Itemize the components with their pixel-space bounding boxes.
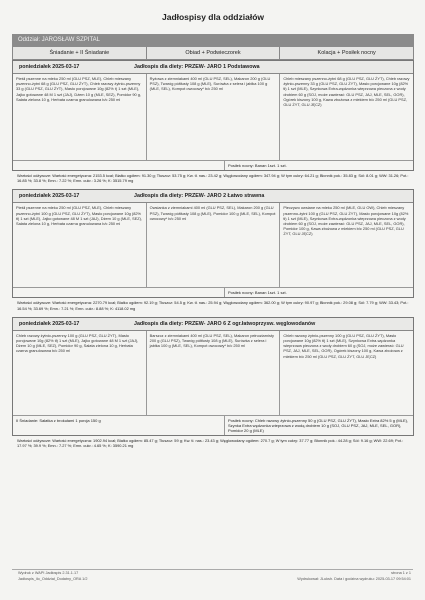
diet-date: poniedziałek 2025-03-17 <box>19 193 80 200</box>
diet-name: Jadłospis dla diety: PRZEW- JARO 2 Łatwo strawna <box>134 193 265 200</box>
breakfast-cell: Chleb razowy żytnio-pszenny 100 g (GLU PSZ, GLU ŻYT), Masło porcjowane 10g (82% tł) 1 szt (MLE), Jajko gotowane 48 M 1 szt (JAJ), Dżem 10 g (MLE, SEZ), Pomidor 90 g, Sałata zielona 10 g, Herbata czarna granulowana b/c 250 ml <box>13 331 147 415</box>
supper-cell <box>280 74 413 160</box>
night-meal-row <box>13 287 413 297</box>
column-header-breakfast: Śniadanie + II Śniadanie <box>13 47 147 59</box>
dinner-cell: Owsianka z ziemniakami 400 ml (GLU PSZ, SEL), Makaron 200 g (GLU PSZ), Twaróg półtłusty 108 g (MLE), Pomidor 100 g (MLE, SEL), Kompot owocowy* b/c 250 ml <box>147 203 281 287</box>
footer-printed-by: Wydrukował: JLuksh. Data i godzina wydruku: 2025-03-17 09:54:01 <box>297 577 411 581</box>
dinner-cell: Ryżowa z ziemniakami 400 ml (GLU PSZ, SEL), Makaron 200 g (GLU PSZ), Twaróg półtłusty 108 g (MLE), Surówka z selera i jabłka 100 g (MLE, SEL), Kompot owocowy* b/c 250 ml <box>147 74 281 160</box>
diet-header <box>13 61 413 74</box>
nutrition-values-1: Wartości odżywcze: Wartość energetyczna: 2153.5 kcal; Białko ogółem: 91.30 g; Tłuszcz: 53.75 g; Kw. tł. nas.: 23.42 g; Węglowodany ogółem: 347.94 g; W tym cukry: 64.21 g; Błonnik pok.: 35.83 g; Sól: 8.01 g; WW: 31.26; Pot.: 16.85 %; 33.8 %; Emn.: 7.22 %; Emn. cukr.: 3.26 %; K: 3515.79 mg <box>12 171 414 185</box>
footer-right <box>297 570 411 582</box>
night-meal-row <box>13 160 413 170</box>
night-meal: Posiłek nocny: Chleb razowy żytnio-pszenny 50 g (GLU PSZ, GLU ŻYT), Masło Extra 82% 5 g (MLE), Szynka Extra wędzonka wieprzowa z wodą drobiem 10 g (SOJ, GLU PSZ, JAJ, MLE, SEL, GOR), Pomidor 20 g (MLE) <box>228 417 409 433</box>
footer-page-number: strona 1 z 1 <box>391 571 411 575</box>
column-headers <box>12 47 414 60</box>
breakfast-cell: Pieśli pszenne na mleku 250 ml (GLU PSZ, MLE), Chleb mieszany pszenno-żytni 68 g (GLU PSZ, GLU ŻYT), Chleb razowy żytnio-pszenny 33 g (GLU PSZ, GLU ŻYT), Masło porcjowane 10g (82% t) 1 szt (MLE), Jajko gotowane 48 M 1 szt (JAJ), Dżem 10 g (MLE, SEZ), Pomidor 90 g, Sałata zielona 10 g, Herbata czarna granulowana b/c 250 ml <box>13 74 147 160</box>
second-breakfast: II Śniadanie: Sałatka z brokułami 1 porcja 150 g <box>13 416 225 435</box>
diet-name: Jadłospis dla diety: PRZEW- JARO 6 Z ogr.łatwoprzysw. węglowodanów <box>134 320 316 327</box>
diet-header <box>13 318 413 331</box>
column-header-dinner: Obiad + Podwieczorek <box>147 47 281 59</box>
meal-grid <box>13 74 413 160</box>
meal-grid <box>13 203 413 287</box>
department-bar: Oddział: JAROSŁAW SZPITAL <box>12 34 414 47</box>
supper-cell: Pieczywo owsiane na mleku 250 ml (MLE, GLU OW), Chleb mieszany pszenno-żytni 100 g (GLU PSZ, GLU ŻYT), Masło porcjowane 10g (82% tł) 1 szt (MLE), Szynkowa Extra-wędzonka wieprzowa pieczona z wody drobiem 60 g (SOJ, może zawierać: GLU PSZ, JAJ, MLE, SEL, GOR), Pomidor 100 g, Kawa zbożowa z mlekiem b/c 250 ml (GLU PSZ, GLU ŻYT, GLU JĘCZ) <box>283 205 409 237</box>
night-meal: Posiłek nocny: Banan 1szt. 1 szt. <box>228 290 287 296</box>
footer-software: Wydruk z WAPI Jadłospis 2.31.1.17 <box>18 571 79 575</box>
meal-grid <box>13 331 413 415</box>
supper-cell: Chleb razowy żytnio-pszenny 100 g (GLU PSZ, GLU ŻYT), Masło porcjowane 10g (82% tł) 1 szt (MLE), Szynkowa Extra-wędzonka wieprzowa pieczona z wody drobiem 60 g (SOJ, może zawierać: GLU PSZ, JAJ, MLE, SEL, GOR), Ogórek kiszony 100 g, Kawa zbożowa z mlekiem b/c 250 ml (GLU PSZ, GLU ŻYT, GLU JĘCZ) <box>283 332 404 359</box>
footer-file: Jadłospis_ilo_Oddział_Dodatny_ORA 1/2 <box>18 577 88 581</box>
document-page <box>12 8 414 593</box>
diet-block-2 <box>12 189 414 298</box>
diet-name: Jadłospis dla diety: PRZEW- JARO 1 Podstawowa <box>134 64 260 70</box>
footer-left <box>18 570 87 582</box>
diet-block-1 <box>12 60 414 171</box>
diet-date: poniedziałek 2025-03-17 <box>19 320 80 327</box>
second-breakfast-row <box>13 415 413 435</box>
nutrition-values-2: Wartości odżywcze: Wartość energetyczna: 2270.79 kcal; Białko ogółem: 92.19 g; Tłuszcz: 54.5 g; Kw. tł. nas.: 25.94 g; Węglowodany ogółem: 362.00 g; W tym cukry: 90.97 g; Błonnik pok.: 29.08 g; Sól: 7.79 g; WW: 33.43; Pot.: 16.54 %; 33.69 %; Emn.: 7.21 %; Emn. cukr.: 8.88 %; K: 4118.02 mg <box>12 298 414 312</box>
diet-header <box>13 190 413 203</box>
dinner-cell: Barszcz z ziemniakami 400 ml (GLU PSZ, SEL), Makaron pełnoziarnisty 200 g (GLU PSZ), Twaróg półtłusty 108 g (MLE), Surówka z selera i jabłka 100 g (MLE, SEL), Kompot owocowy* b/c 250 ml <box>147 331 281 415</box>
diet-block-3 <box>12 317 414 436</box>
nutrition-values-3: Wartości odżywcze: Wartość energetyczna: 1902.94 kcal; Białko ogółem: 85.47 g; Tłuszcz: 59 g; Kw. tł. nas.: 23.43 g; Węglowodany ogółem: 270.7 g; W tym cukry: 37.77 g; Błonnik pok.: 44.28 g; Sól: 9.16 g; WW: 22.69; Pot.: 17.97 %; 39.9 %; Emn.: 7.27 %; Emn. cukr.: 4.65 %; K: 3590.21 mg <box>12 436 414 450</box>
breakfast-cell: Pieśli pszenne na mleku 250 ml (GLU PSZ, MLE), Chleb mieszany pszenno-żytni 100 g (GLU PSZ, GLU ŻYT), Masło porcjowane 10g (82% tł) 1 szt (MLE), Jajko gotowane 48 M 1 szt (JAJ), Dżem 10 g (MLE, SEZ), Sałata zielona 10 g, Herbata czarna granulowana b/c 250 ml <box>13 203 147 287</box>
night-meal: Posiłek nocny: Banan 1szt. 1 szt. <box>228 163 287 168</box>
diet-date: poniedziałek 2025-03-17 <box>19 64 80 70</box>
supper-text: Chleb mieszany pszenno-żytni 68 g (GLU PSZ, GLU ŻYT), Chleb razowy żytnio-pszenny 33 g (GLU PSZ, GLU ŻYT), Masło porcjowane 10g (82% tł) 1 szt (MLE), Szynkowa Extra-wędzonka wieprzowa pieczona z wody drobiem 60 g (SOJ, może zawierać: GLU PSZ, JAJ, MLE, SEL, GOR), Ogórek kiszony 100 g, Kawa zbożowa z mlekiem b/c 250 ml (GLU PSZ, GLU ŻYT, GLU JĘCZ) <box>283 76 410 108</box>
page-title: Jadłospisy dla oddziałów <box>161 12 265 22</box>
column-header-supper: Kolacja + Posiłek nocny <box>280 47 413 59</box>
